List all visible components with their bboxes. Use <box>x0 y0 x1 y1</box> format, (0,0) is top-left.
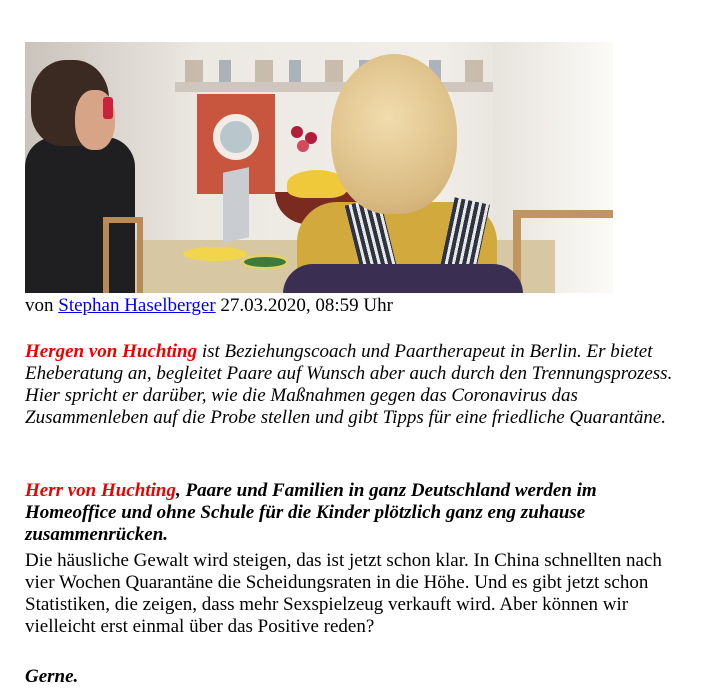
byline <box>25 295 393 317</box>
interview-answer <box>25 550 690 638</box>
intro-paragraph <box>25 341 690 429</box>
interviewee-name: Hergen von Huchting <box>25 341 198 362</box>
byline-prefix: von <box>25 295 54 316</box>
answer-text: Die häusliche Gewalt wird steigen, das ist jetzt schon klar. In China schnellten nach vier Wochen Quarantäne die Scheidungsraten in die Höhe. Und es gibt jetzt schon Statistiken, die zeigen, dass mehr Sexspielzeug verkauft wird. Aber können wir vielleicht erst einmal über das Positive reden? <box>25 550 662 637</box>
question-name: Herr von Huchting <box>25 480 176 501</box>
publish-datetime: 27.03.2020, 08:59 Uhr <box>220 295 393 316</box>
interview-question-2: Gerne. <box>25 666 79 687</box>
article-photo <box>25 42 613 293</box>
intro-text: ist Beziehungscoach und Paartherapeut in Berlin. Er bietet Eheberatung an, begleitet Paare auf Wunsch aber auch durch den Trennungsprozess. Hier spricht er darüber, wie die Maßnahmen gegen das Coronavirus das Zusammenleben auf die Probe stellen und gibt Tipps für eine friedliche Quarantäne. <box>25 341 673 428</box>
interview-question <box>25 480 690 546</box>
question-text: , Paare und Familien in ganz Deutschland werden im Homeoffice und ohne Schule für die Kinder plötzlich ganz eng zuhause zusammenrücken. <box>25 480 597 545</box>
author-link[interactable]: Stephan Haselberger <box>58 295 216 316</box>
